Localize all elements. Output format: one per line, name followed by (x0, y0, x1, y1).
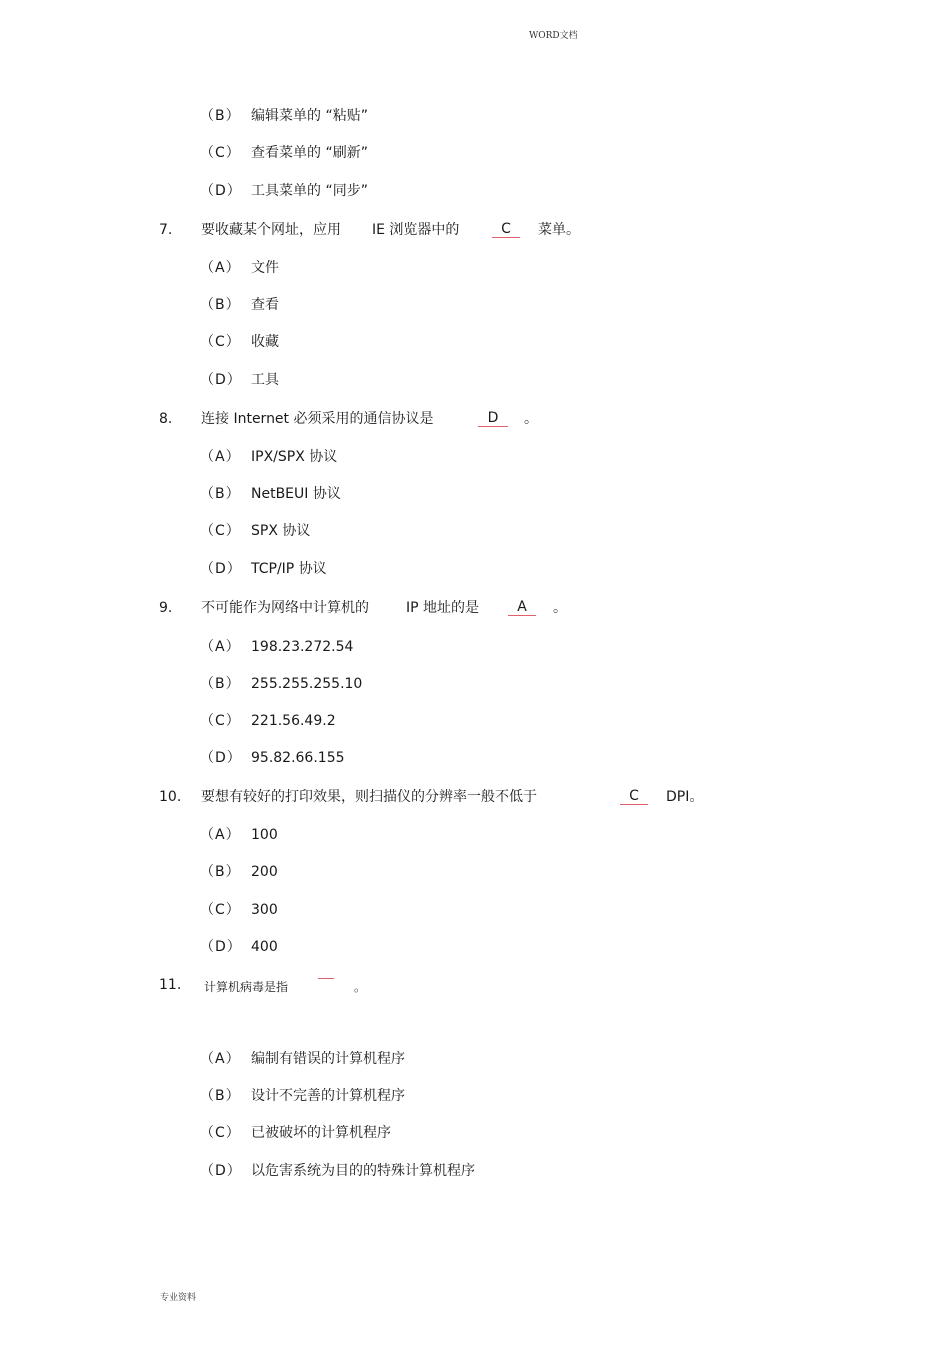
option-letter: （B） (200, 297, 241, 313)
option-text: 198.23.272.54 (251, 639, 354, 655)
question-text: IP 地址的是 (406, 600, 480, 616)
option-letter: （B） (200, 1088, 241, 1104)
option-text: 编制有错误的计算机程序 (251, 1051, 405, 1067)
option-letter: （A） (200, 639, 241, 655)
question-number: 11. (159, 977, 182, 993)
option-letter: （C） (200, 334, 241, 350)
option-text: NetBEUI 协议 (251, 486, 341, 502)
option-text: 工具菜单的 “同步” (251, 183, 368, 199)
question-text: 要想有较好的打印效果，则扫描仪的分辨率一般不低于 (201, 789, 537, 805)
option-letter: （D） (200, 183, 242, 199)
option-letter: （A） (200, 449, 241, 465)
option-letter: （C） (200, 713, 241, 729)
answer-blank (318, 978, 334, 979)
option-text: 工具 (251, 372, 279, 388)
option-letter: （B） (200, 864, 241, 880)
option-letter: （C） (200, 523, 241, 539)
question-text: 菜单。 (538, 222, 580, 238)
option-letter: （D） (200, 939, 242, 955)
option-letter: （D） (200, 372, 242, 388)
option-text: 以危害系统为目的的特殊计算机程序 (251, 1163, 475, 1179)
option-text: 收藏 (251, 334, 279, 350)
option-letter: （D） (200, 1163, 242, 1179)
question-number: 8. (159, 411, 173, 427)
option-text: 300 (251, 902, 278, 918)
question-text: 。 (553, 600, 567, 616)
question-number: 9. (159, 600, 173, 616)
question-number: 10. (159, 789, 182, 805)
question-text: 连接 Internet 必须采用的通信协议是 (201, 411, 434, 427)
option-text: IPX/SPX 协议 (251, 449, 338, 465)
option-text: TCP/IP 协议 (251, 561, 327, 577)
option-letter: （B） (200, 486, 241, 502)
option-letter: （B） (200, 676, 241, 692)
option-text: 查看菜单的 “刷新” (251, 145, 368, 161)
option-letter: （C） (200, 145, 241, 161)
option-text: 编辑菜单的 “粘贴” (251, 108, 368, 124)
answer-blank: A (508, 599, 536, 616)
option-text: 95.82.66.155 (251, 750, 345, 766)
question-text: 计算机病毒是指 (204, 980, 289, 994)
option-letter: （A） (200, 260, 241, 276)
page-header: WORD文档 (529, 31, 578, 41)
option-text: 已被破坏的计算机程序 (251, 1125, 391, 1141)
answer-blank: D (478, 410, 508, 427)
option-letter: （A） (200, 1051, 241, 1067)
option-text: 200 (251, 864, 278, 880)
question-number: 7. (159, 222, 173, 238)
option-text: 查看 (251, 297, 279, 313)
question-text: 要收藏某个网址，应用 (201, 222, 341, 238)
answer-blank: C (492, 221, 520, 238)
option-letter: （D） (200, 561, 242, 577)
option-letter: （B） (200, 108, 241, 124)
question-text: DPI。 (666, 789, 704, 805)
question-text: 不可能作为网络中计算机的 (201, 600, 369, 616)
option-letter: （A） (200, 827, 241, 843)
option-text: 255.255.255.10 (251, 676, 363, 692)
question-text: 。 (524, 411, 538, 427)
option-letter: （C） (200, 1125, 241, 1141)
answer-blank: C (620, 788, 648, 805)
option-letter: （C） (200, 902, 241, 918)
option-text: 100 (251, 827, 278, 843)
option-letter: （D） (200, 750, 242, 766)
option-text: SPX 协议 (251, 523, 311, 539)
option-text: 文件 (251, 260, 279, 276)
option-text: 400 (251, 939, 278, 955)
question-text: 。 (354, 980, 367, 994)
page-footer: 专业资料 (160, 1293, 197, 1303)
option-text: 设计不完善的计算机程序 (251, 1088, 405, 1104)
option-text: 221.56.49.2 (251, 713, 336, 729)
question-text: IE 浏览器中的 (372, 222, 460, 238)
